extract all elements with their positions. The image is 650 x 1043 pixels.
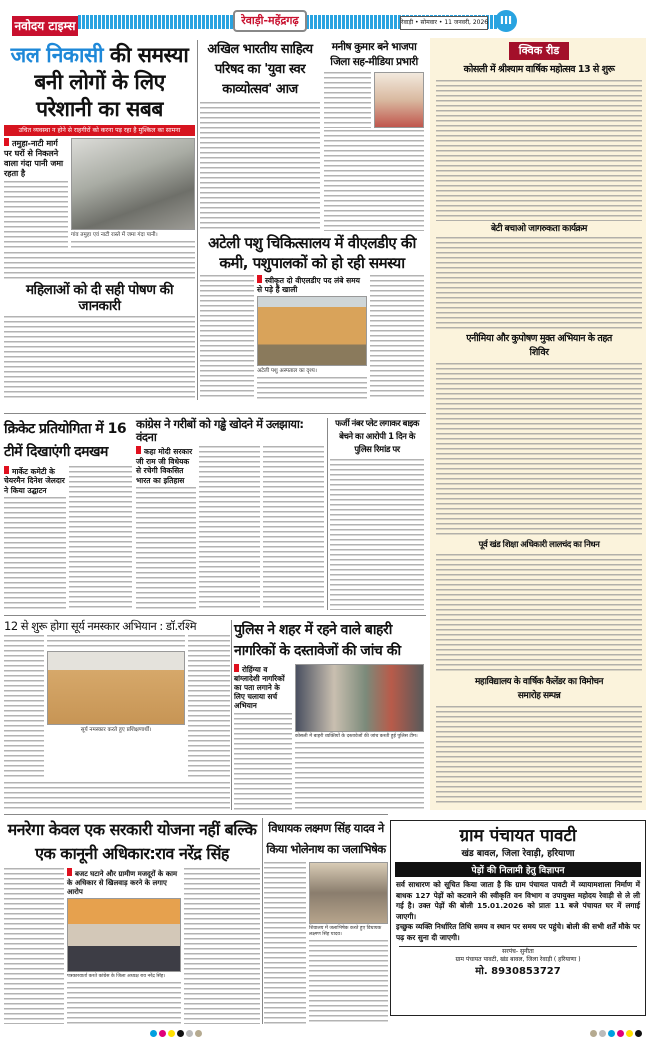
manrega-body-3 xyxy=(184,868,260,1024)
dateline: रेवाड़ी • सोमवार • 11 जनवरी, 2026 xyxy=(400,16,488,30)
surya-story xyxy=(4,620,230,810)
surya-photo-caption: सूर्य नमस्कार करते हुए प्रशिक्षणार्थी। xyxy=(80,727,152,734)
sahitya-body xyxy=(200,102,320,231)
ateli-center-col xyxy=(257,275,367,401)
quick-read-item-3-body xyxy=(436,363,642,538)
quick-read-item-1-headline: कोसली में श्रीश्याम वार्षिक महोत्सव 13 से शुरू xyxy=(463,64,615,75)
quick-read-label: क्विक रीड xyxy=(509,42,569,60)
row-divider xyxy=(4,615,426,616)
lead-photo-caption: गांव तमुहा एवं नाटी रास्ते में जमा गंदा पानी। xyxy=(71,232,158,239)
congress-body-2 xyxy=(199,446,260,610)
page-number: III xyxy=(495,10,517,32)
police-body-row xyxy=(234,664,424,810)
congress-headline: कांग्रेस ने गरीबों को गड्ढे खोदने में उलझाया: वंदना xyxy=(136,417,304,445)
edition-tab: रेवाड़ी-महेंद्रगढ़ xyxy=(233,10,307,32)
center-top-row xyxy=(200,40,424,231)
vidhayak-photo xyxy=(309,862,388,924)
congress-body-row xyxy=(136,446,324,610)
ateli-subhead: स्वीकृत दो वीएलडीए पद लंबे समय से पड़े हैं खाली xyxy=(257,275,367,295)
vidhayak-body xyxy=(264,862,306,1024)
ad-signer: सरपंच- सुनीता xyxy=(502,948,534,956)
lead-photo xyxy=(71,138,195,230)
auction-ad xyxy=(390,820,646,1016)
surya-body-3 xyxy=(4,782,230,810)
surya-photo xyxy=(47,651,185,725)
quick-read-item-4-body xyxy=(436,554,642,672)
color-registration-marks xyxy=(590,1030,642,1037)
lead-story xyxy=(4,42,195,398)
ad-banner: पेड़ों की निलामी हेतु विज्ञापन xyxy=(395,862,641,877)
cricket-subhead: मार्केट कमेटी के चेयरमैन दिनेश जेलदार ने किया उद्घाटन xyxy=(4,467,65,495)
cricket-left-col xyxy=(4,466,66,610)
manish-story xyxy=(324,40,424,231)
manrega-headline: मनरेगा केवल एक सरकारी योजना नहीं बल्कि एक कानूनी अधिकार:राव नरेंद्र सिंह xyxy=(7,820,257,863)
ateli-photo xyxy=(257,296,367,366)
police-photo xyxy=(295,664,424,732)
quick-read-item-1-body xyxy=(436,80,642,221)
ateli-body-3 xyxy=(370,275,424,401)
column-divider xyxy=(327,418,328,610)
lead-subhead: तमुहा-नाटी मार्ग पर घरों से निकलने वाला गंदा पानी जमा रहता है xyxy=(4,138,68,179)
manish-photo xyxy=(374,72,424,128)
ad-signer-address: ग्राम पंचायत पावटी, खंड बावल, जिला रेवाड़ी ( हरियाणा ) xyxy=(455,956,581,964)
column-divider xyxy=(197,40,198,400)
police-right-col xyxy=(295,664,424,810)
ad-body-2: इच्छुक व्यक्ति निर्धारित तिथि समय व स्थान पर समय पर पहुंचे। बोली की सभी शर्तें मौके पर पढ़ कर सुना दी जाएगी। xyxy=(396,922,640,942)
ateli-body xyxy=(200,275,254,401)
surya-center-col xyxy=(47,635,185,780)
masthead xyxy=(0,0,650,40)
sahitya-headline: अखिल भारतीय साहित्य परिषद का 'युवा स्वर काव्योत्सव' आज xyxy=(207,42,313,97)
poshan-body xyxy=(4,316,195,398)
surya-body-top xyxy=(47,635,185,649)
vidhayak-photo-caption: शिवालय में जलाभिषेक करते हुए विधायक लक्ष्मण सिंह यादव। xyxy=(309,926,382,937)
ad-title: ग्राम पंचायत पावटी xyxy=(459,826,577,846)
cricket-body-2 xyxy=(69,466,132,610)
lead-headline-rest: की समस्या बनी लोगों के लिए परेशानी का सबब xyxy=(34,43,189,121)
surya-body-2 xyxy=(188,635,230,780)
manrega-photo xyxy=(67,898,181,972)
lead-left-col xyxy=(4,138,68,249)
manish-photo-row xyxy=(324,72,424,128)
ad-body-1: सर्व साधारण को सूचित किया जाता है कि ग्राम पंचायत पावटी में व्यायामशाला निर्माण में बाधक 127 पेड़ों को कटवाने की स्वीकृति वन विभाग व उपायुक्त महोदय रेवाड़ी से ले ली गई है। उक्त पेड़ों की बोली 15.01.2026 को प्रातः 11 बजे पंचायत घर में लगाई जाएगी। xyxy=(396,880,640,921)
manrega-body-row xyxy=(4,868,260,1024)
quick-read-item-5-headline: महाविद्यालय के वार्षिक कैलेंडर का विमोचन समारोह सम्पन्न xyxy=(474,677,604,702)
quick-read-item-5-body xyxy=(436,706,642,806)
surya-body xyxy=(4,635,44,780)
column-divider xyxy=(231,620,232,810)
poshan-headline: महिलाओं को दी सही पोषण की जानकारी xyxy=(25,282,174,314)
manrega-photo-caption: पत्रकारवार्ता करते कांग्रेस के जिला अध्यक्ष राव नरेंद्र सिंह। xyxy=(67,974,166,980)
congress-story xyxy=(136,418,324,610)
vidhayak-headline: विधायक लक्ष्मण सिंह यादव ने किया भोलेनाथ का जलाभिषेक xyxy=(266,821,386,856)
lead-headline-highlight: जल निकासी xyxy=(10,43,104,67)
cricket-body xyxy=(4,497,66,610)
manish-headline: मनीष कुमार बने भाजपा जिला सह-मीडिया प्रभारी xyxy=(330,41,418,68)
lead-deck: उचित व्यवस्था न होने से राहगीरों को करना पड़ रहा है मुश्किल का सामना xyxy=(4,125,195,136)
vidhayak-body-2 xyxy=(309,940,388,1025)
manrega-subhead: बजट घटाने और ग्रामीण मजदूरों के काम के अधिकार से खिलवाड़ करने के लगाए आरोप xyxy=(67,868,181,896)
manish-body-2 xyxy=(324,130,424,231)
cricket-story xyxy=(4,418,132,610)
congress-body-3 xyxy=(263,446,324,610)
center-top-stories xyxy=(200,40,424,400)
police-headline: पुलिस ने शहर में रहने वाले बाहरी नागरिकों के दस्तावेजों की जांच की xyxy=(234,622,401,659)
cricket-body-row xyxy=(4,466,132,610)
police-left-col xyxy=(234,664,292,810)
vidhayak-body-row xyxy=(264,862,388,1024)
fake-plate-headline: फर्जी नंबर प्लेट लगाकर बाइक बेचने का आरोपी 1 दिन के पुलिस रिमांड पर xyxy=(335,419,419,455)
manrega-story xyxy=(4,818,260,1024)
police-subhead: रोहिंग्या व बांग्लादेशी नागरिकों का पता लगाने के लिए चलाया सर्च अभियान xyxy=(234,664,292,711)
ad-phone: मो. 8930853727 xyxy=(475,966,561,978)
manish-body xyxy=(324,72,371,128)
ateli-body-2 xyxy=(257,377,367,400)
ateli-body-row xyxy=(200,275,424,401)
lead-body-2 xyxy=(71,241,195,250)
quick-read-content xyxy=(436,42,642,806)
ad-location: खंड बावल, जिला रेवाड़ी, हरियाणा xyxy=(461,849,575,859)
fake-plate-body xyxy=(330,459,424,610)
ateli-headline: अटेली पशु चिकित्सालय में वीएलडीए की कमी, पशुपालकों को हो रही समस्या xyxy=(208,233,416,272)
police-story xyxy=(234,620,424,810)
vidhayak-story xyxy=(264,818,388,1024)
congress-left-col xyxy=(136,446,196,610)
ateli-photo-caption: अटेली पशु अस्पताल का दृश्य। xyxy=(257,368,317,375)
quick-read-item-3-headline: एनीमिया और कुपोषण मुक्त अभियान के तहत शिविर xyxy=(466,332,612,358)
vidhayak-right-col xyxy=(309,862,388,1024)
lead-body-3 xyxy=(4,252,195,282)
lead-body xyxy=(4,181,68,249)
manrega-body-2 xyxy=(67,982,181,1024)
lead-body-row xyxy=(4,138,195,249)
quick-read-item-4-headline: पूर्व खंड शिक्षा अधिकारी लालचंद का निधन xyxy=(478,540,600,551)
quick-read-item-2-body xyxy=(436,237,642,329)
lead-right-col xyxy=(71,138,195,249)
police-body xyxy=(234,713,292,810)
row-divider xyxy=(4,413,426,414)
sahitya-story xyxy=(200,40,320,231)
fake-plate-story xyxy=(330,418,424,610)
surya-body-row xyxy=(4,635,230,780)
police-photo-caption: कोसली में बाहरी व्यक्तियों के दस्तावेजों की जांच करती हुई पुलिस टीम। xyxy=(295,734,418,739)
manrega-center-col xyxy=(67,868,181,1024)
cricket-headline: क्रिकेट प्रतियोगिता में 16 टीमें दिखाएंगी दमखम xyxy=(4,421,127,460)
quick-read-item-2-headline: बेटी बचाओ जागरुकता कार्यक्रम xyxy=(491,223,587,234)
color-registration-marks xyxy=(150,1030,202,1037)
column-divider xyxy=(262,818,263,1024)
congress-body xyxy=(136,487,196,610)
congress-subhead: कहा मोदी सरकार जी राम जी विधेयक से रचेगी विकसित भारत का इतिहास xyxy=(136,446,196,485)
lead-headline xyxy=(4,42,195,123)
manrega-body xyxy=(4,868,64,1024)
row-divider xyxy=(4,814,388,815)
logo: नवोदय टाइम्स xyxy=(12,16,78,36)
police-body-2 xyxy=(295,742,424,810)
surya-headline: 12 से शुरू होगा सूर्य नमस्कार अभियान : डॉ.रश्मि xyxy=(4,619,197,633)
